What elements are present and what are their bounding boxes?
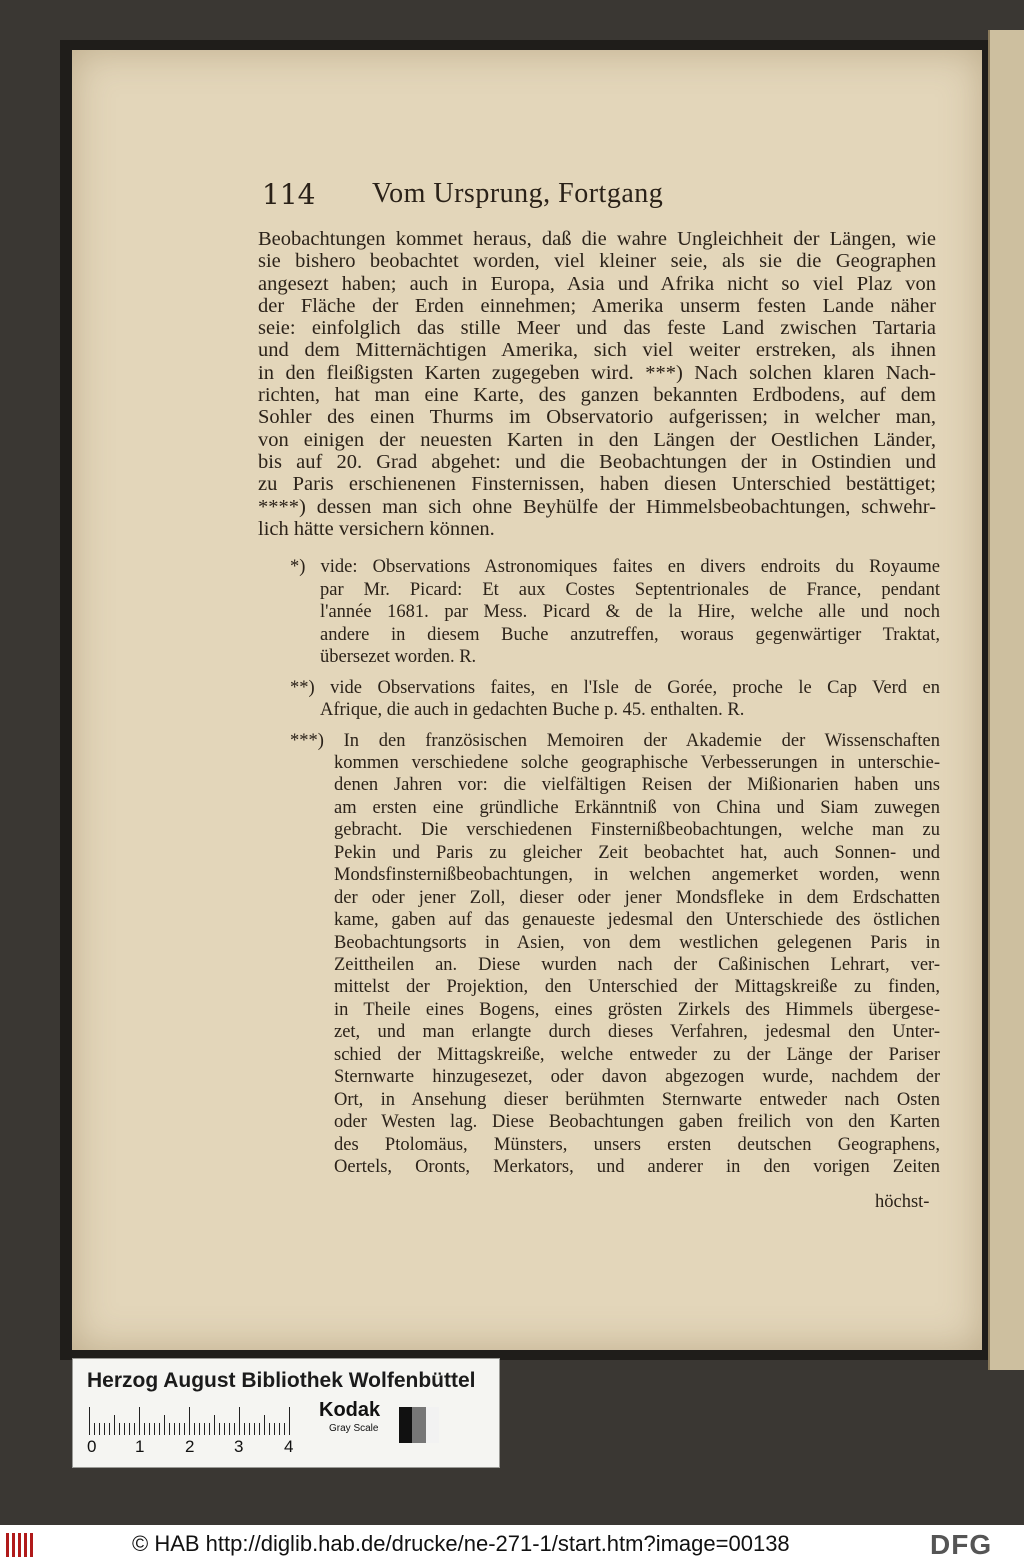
- text-line: ****) dessen man sich ohne Beyhülfe der Himmelsbeobachtungen, schwehr-: [258, 495, 936, 518]
- next-page-edge: [988, 30, 1024, 1370]
- main-text: [258, 228, 936, 540]
- ruler-tick: [94, 1423, 95, 1435]
- ruler-scale: [89, 1405, 299, 1435]
- ruler-tick: [284, 1423, 285, 1435]
- catchword: höchst-: [875, 1192, 930, 1212]
- gray-scale-label: Gray Scale: [329, 1423, 379, 1434]
- ruler-tick: [129, 1423, 130, 1435]
- footnote-line: Mondsfinsternißbeobachtungen, in welchen angemerket worden, wenn: [334, 865, 940, 886]
- ruler-tick: [124, 1423, 125, 1435]
- ruler-tick: [164, 1415, 165, 1435]
- footnote-line: Beobachtungsorts in Asien, von dem westlichen gelegenen Paris in: [334, 932, 940, 953]
- footnote-line: der oder jener Zoll, dieser oder jener Mondsfleke in dem Erdschatten: [334, 887, 940, 908]
- footnote-line: kame, gaben auf das genaueste jedesmal den Unterschiede des östlichen: [334, 910, 940, 931]
- barcode-icon: [6, 1533, 36, 1557]
- footnote-line: gebracht. Die verschiedenen Finsternißbeobachtungen, welche man zu: [334, 820, 940, 841]
- footnote-line: **) vide Observations faites, en l'Isle de Gorée, proche le Cap Verd en: [290, 677, 940, 698]
- text-line: sie bishero beobachtet worden, viel kleiner seie, als sie die Geographen: [258, 250, 936, 273]
- ruler-tick: [184, 1423, 185, 1435]
- ruler-tick: [149, 1423, 150, 1435]
- gray-patch: [399, 1407, 412, 1443]
- copyright-link[interactable]: © HAB http://diglib.hab.de/drucke/ne-271-1/start.htm?image=00138: [132, 1531, 790, 1556]
- text-line: der Fläche der Erden einnehmen; Amerika unserm festen Lande näher: [258, 294, 936, 317]
- ruler-tick: [254, 1423, 255, 1435]
- ruler-tick: [194, 1423, 195, 1435]
- text-line: richten, hat man eine Karte, des ganzen bekannten Erdbodens, auf dem: [258, 384, 936, 407]
- kodak-logo: Kodak: [319, 1399, 381, 1421]
- footnote-line: Oertels, Oronts, Merkators, und anderer in den vorigen Zeiten: [334, 1157, 940, 1178]
- ruler-tick: [159, 1423, 160, 1435]
- ruler-tick: [239, 1407, 240, 1435]
- ruler-tick: [99, 1423, 100, 1435]
- ruler-tick: [289, 1407, 290, 1435]
- page-header: [192, 170, 732, 214]
- gray-patch: [412, 1407, 425, 1443]
- ruler-tick: [244, 1423, 245, 1435]
- text-line: bis auf 20. Grad abgehet: und die Beobachtungen der in Ostindien und: [258, 450, 936, 473]
- footnote-line: Pekin und Paris zu gleicher Zeit beobachtet hat, auch Sonnen- und: [334, 842, 940, 863]
- footnote-3: [290, 730, 940, 1179]
- ruler-tick: [264, 1415, 265, 1435]
- footnote-line: Ort, in Ansehung dieser berühmten Sternwarte entweder nach Osten: [334, 1089, 940, 1110]
- text-line: in den fleißigsten Karten zugegeben wird. ***) Nach solchen klaren Nach-: [258, 361, 936, 384]
- footnote-line: in Theile eines Bogens, eines grösten Zirkels des Himmels übergese-: [334, 999, 940, 1020]
- footer-bar: [0, 1525, 1024, 1565]
- page-number: 114: [262, 178, 316, 211]
- ruler-tick: [144, 1423, 145, 1435]
- text-line: von einigen der neuesten Karten in den Längen der Oestlichen Länder,: [258, 428, 936, 451]
- ruler-tick: [119, 1423, 120, 1435]
- footnote-line: denen Jahren vor: die vielfältigen Reisen der Mißionarien haben uns: [334, 775, 940, 796]
- footnote-line: zet, und man erlangte durch dieses Verfahren, jedesmal den Unter-: [334, 1022, 940, 1043]
- footnote-line: Sternwarte hinzugesezet, oder davon abgezogen wurde, nachdem der: [334, 1067, 940, 1088]
- footnote-line: *) vide: Observations Astronomiques faites en divers endroits du Royaume: [290, 557, 940, 577]
- footnote-line: kommen verschiedene solche geographische Verbesserungen in unterschie-: [334, 752, 940, 773]
- footnote-line: andere in diesem Buche anzutreffen, woraus gegenwärtiger Traktat,: [320, 624, 940, 645]
- ruler-tick: [214, 1415, 215, 1435]
- footnote-line: oder Westen lag. Diese Beobachtungen gaben freilich von den Karten: [334, 1112, 940, 1133]
- footnote-line: Afrique, die auch in gedachten Buche p. 45. enthalten. R.: [320, 700, 745, 720]
- gray-patches: [399, 1407, 439, 1443]
- gray-patch: [426, 1407, 439, 1443]
- text-line: Beobachtungen kommet heraus, daß die wahre Ungleichheit der Längen, wie: [258, 228, 936, 250]
- color-calibration-card: [72, 1358, 500, 1468]
- ruler-tick: [219, 1423, 220, 1435]
- ruler-tick: [234, 1423, 235, 1435]
- footnote-line: mittelst der Projektion, den Unterschied der Mittagskreiße zu finden,: [334, 977, 940, 998]
- ruler-number: 1: [135, 1437, 145, 1456]
- ruler-tick: [279, 1423, 280, 1435]
- library-name: Herzog August Bibliothek Wolfenbüttel: [87, 1369, 476, 1392]
- footnote-line: übersezet worden. R.: [320, 647, 477, 667]
- text-line: zu Paris erschienenen Finsternissen, haben diesen Unterschied bestättiget;: [258, 473, 936, 496]
- ruler-tick: [224, 1423, 225, 1435]
- ruler-tick: [189, 1407, 190, 1435]
- ruler-tick: [179, 1423, 180, 1435]
- footnote-line: ***) In den französischen Memoiren der Akademie der Wissenschaften: [290, 730, 940, 751]
- ruler-tick: [134, 1423, 135, 1435]
- ruler-tick: [229, 1423, 230, 1435]
- footnote-line: am ersten eine gründliche Erkänntniß von China und Siam zuwegen: [334, 797, 940, 818]
- ruler-number: 2: [185, 1437, 195, 1456]
- ruler-tick: [104, 1423, 105, 1435]
- footnote-1: [290, 556, 940, 669]
- footnote-line: l'année 1681. par Mess. Picard & de la Hire, welche alle und noch: [320, 602, 940, 622]
- text-line: angesezt haben; auch in Europa, Asia und Afrika nicht so viel Plaz von: [258, 272, 936, 295]
- ruler-tick: [274, 1423, 275, 1435]
- ruler-tick: [174, 1423, 175, 1435]
- ruler-tick: [139, 1407, 140, 1435]
- ruler-tick: [114, 1415, 115, 1435]
- footnotes: [290, 556, 940, 1187]
- ruler-numbers: [85, 1437, 315, 1459]
- text-line: seie: einfolglich das stille Meer und das feste Land zwischen Tartaria: [258, 317, 936, 340]
- ruler-tick: [249, 1423, 250, 1435]
- ruler-tick: [89, 1407, 90, 1435]
- ruler-tick: [204, 1423, 205, 1435]
- text-line: und dem Mitternächtigen Amerika, sich viel weiter erstreken, als ihnen: [258, 339, 936, 362]
- ruler-number: 3: [234, 1437, 244, 1456]
- ruler-tick: [154, 1423, 155, 1435]
- running-head: Vom Ursprung, Fortgang: [372, 178, 664, 209]
- ruler-number: 0: [87, 1437, 97, 1456]
- footnote-line: Zeittheilen an. Diese wurden nach der Caßinischen Lehrart, ver-: [334, 955, 940, 976]
- ruler-tick: [199, 1423, 200, 1435]
- footnote-2: [290, 677, 940, 722]
- ruler-tick: [109, 1423, 110, 1435]
- footnote-line: des Ptolomäus, Münsters, unsers ersten deutschen Geographens,: [334, 1134, 940, 1155]
- ruler-tick: [169, 1423, 170, 1435]
- ruler-number: 4: [284, 1437, 294, 1456]
- text-line: lich hätte versichern können.: [258, 517, 495, 540]
- footnote-line: schied der Mittagskreiße, welche entweder zu der Länge der Pariser: [334, 1044, 940, 1065]
- text-line: Sohler des einen Thurms im Observatorio aufgerissen; in welcher man,: [258, 406, 936, 429]
- ruler-tick: [259, 1423, 260, 1435]
- dfg-logo: DFG: [930, 1529, 993, 1560]
- footnote-line: par Mr. Picard: Et aux Costes Septentrionales de France, pendant: [320, 579, 940, 600]
- ruler-tick: [209, 1423, 210, 1435]
- ruler-tick: [269, 1423, 270, 1435]
